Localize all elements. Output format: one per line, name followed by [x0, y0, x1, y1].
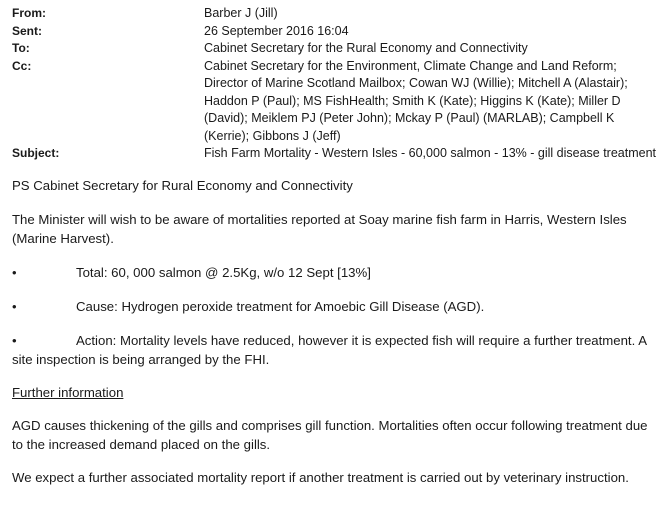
expect-paragraph: We expect a further associated mortality report if another treatment is carried out by veterinary instruction.	[12, 470, 629, 485]
bullet-total-text: Total: 60, 000 salmon @ 2.5Kg, w/o 12 Sept [13%]	[76, 265, 371, 280]
bullet-cause-text: Cause: Hydrogen peroxide treatment for Amoebic Gill Disease (AGD).	[76, 299, 485, 314]
bullet-action	[12, 331, 660, 369]
from-value: Barber J (Jill)	[204, 6, 278, 20]
further-information-heading: Further information	[12, 385, 124, 400]
cc-value: Cabinet Secretary for the Environment, Climate Change and Land Reform; Director of Marine Scotland Mailbox; Cowan WJ (Willie); Mitchell A (Alastair); Haddon P (Paul); MS FishHealth; Smith K (Kate); Higgins K (Kate); Miller D (David); Meiklem PJ (Peter John); Mckay P (Paul) (MARLAB); Campbell K (Kerrie); Gibbons J (Jeff)	[204, 58, 628, 143]
subject-label: Subject:	[12, 146, 60, 160]
bullet-cause	[12, 297, 660, 316]
cc-label: Cc:	[12, 58, 32, 73]
from-row	[12, 5, 662, 23]
email-header	[12, 5, 662, 163]
bullet-total	[12, 263, 660, 282]
subject-value: Fish Farm Mortality - Western Isles - 60,000 salmon - 13% - gill disease treatment	[204, 146, 657, 160]
sent-value: 26 September 2016 16:04	[204, 23, 349, 38]
from-label: From:	[12, 6, 46, 20]
bullet-action-text: Action: Mortality levels have reduced, however it is expected fish will require a further treatment. A site inspection is being arranged by the FHI.	[12, 333, 647, 367]
email-body	[12, 176, 660, 487]
salutation: PS Cabinet Secretary for Rural Economy and Connectivity	[12, 178, 353, 193]
subject-row	[12, 145, 662, 163]
bullet-marker: •	[12, 333, 17, 348]
to-label: To:	[12, 41, 30, 55]
sent-label: Sent:	[12, 23, 42, 38]
sent-row	[12, 23, 662, 41]
to-row	[12, 40, 662, 58]
bullet-marker: •	[12, 265, 17, 280]
to-value: Cabinet Secretary for the Rural Economy and Connectivity	[204, 41, 528, 55]
bullet-marker: •	[12, 299, 17, 314]
intro-paragraph: The Minister will wish to be aware of mortalities reported at Soay marine fish farm in Harris, Western Isles (Marine Harvest).	[12, 212, 627, 246]
cc-row	[12, 58, 662, 146]
agd-paragraph: AGD causes thickening of the gills and comprises gill function. Mortalities often occur following treatment due to the increased demand placed on the gills.	[12, 418, 648, 452]
